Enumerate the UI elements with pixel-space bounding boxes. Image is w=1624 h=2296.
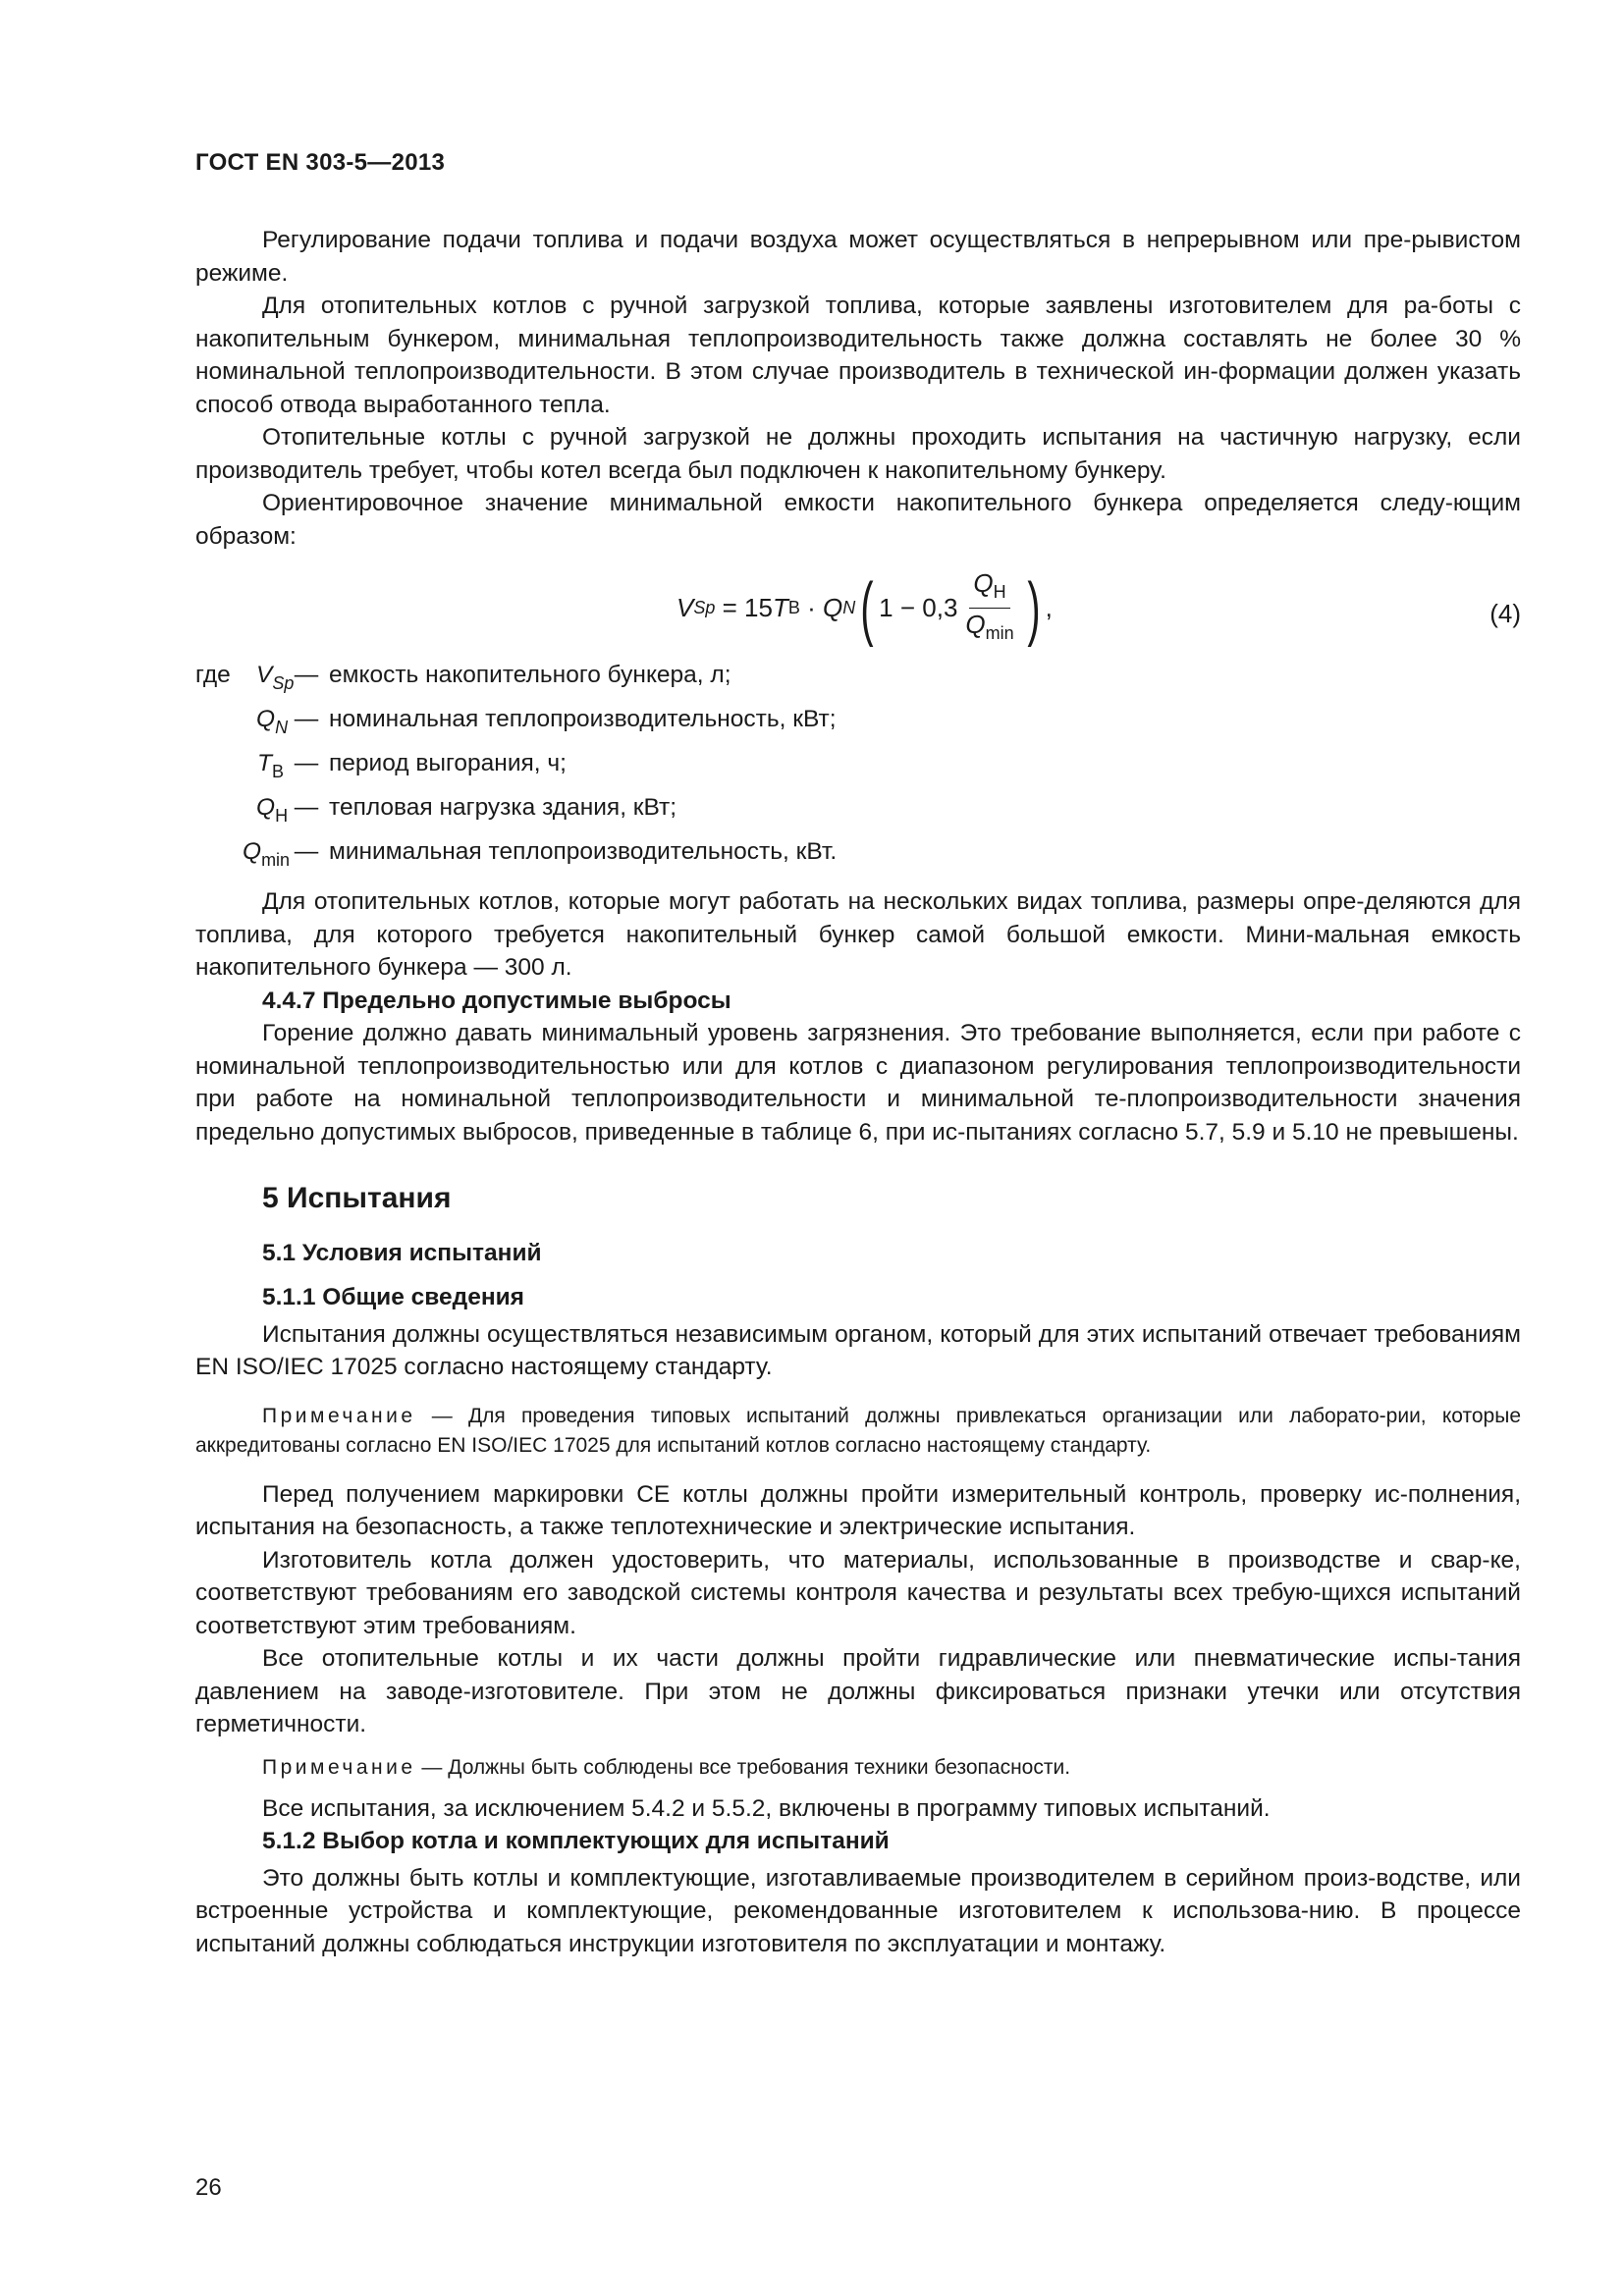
formula-one-minus: 1 − 0,3 [879, 592, 958, 622]
note-text: — Должны быть соблюдены все требования техники безопасности. [415, 1755, 1071, 1779]
symbol-letter: Q [256, 706, 276, 732]
paragraph: Регулирование подачи топлива и подачи воздуха может осуществляться в непрерывном или пре-рывистом режиме. [195, 227, 1521, 287]
formula-q-sub: N [842, 597, 856, 617]
formula-open-paren: ( [860, 568, 874, 648]
note [195, 1402, 1521, 1461]
note-label: Примечание [262, 1755, 416, 1779]
paragraph: Перед получением маркировки СЕ котлы должны пройти измерительный контроль, проверку ис-полнения, испытания на безопасность, а также теплотехнические и электрические испытания. [195, 1480, 1521, 1540]
fraction-numerator [969, 568, 1009, 609]
denominator-sub: min [985, 623, 1014, 643]
formula-expression [677, 568, 1053, 648]
paragraph: Горение должно давать минимальный уровень загрязнения. Это требование выполняется, если при работе с номинальной теплопроизводительностью или для котлов с диапазоном регулирования теплопроизводительности при работе на номинальной теплопроизводительности и минимальной те-плопроизводительности значения предельно допустимых выбросов, приведенные в таблице 6, при ис-пытаниях согласно 5.7, 5.9 и 5.10 не превышены. [195, 1020, 1521, 1146]
paragraph: Все испытания, за исключением 5.4.2 и 5.5.2, включены в программу типовых испытаний. [262, 1794, 1271, 1822]
numerator-symbol: Q [973, 568, 994, 598]
definition-item [195, 703, 1521, 747]
definition-item [195, 835, 1521, 880]
symbol-sub: H [275, 806, 289, 826]
symbol-letter: Q [256, 794, 276, 821]
paragraph: Все отопительные котлы и их части должны пройти гидравлические или пневматические испы-тания давлением на заводе-изготовителе. При этом не должны фиксироваться признаки утечки или отсутствия герметичности. [195, 1645, 1521, 1737]
paragraph: Для отопительных котлов с ручной загрузкой топлива, которые заявлены изготовителем для ра-боты с накопительным бункером, минимальная теплопроизводительность также должна составлять не более 30 % номинальной теплопроизводительности. В этом случае производитель в технической ин-формации должен указать способ отвода выработанного тепла. [195, 293, 1521, 418]
definition-text: номинальная теплопроизводительность, кВт; [329, 706, 837, 732]
formula-close-paren: ) [1027, 568, 1041, 648]
paragraph: Для отопительных котлов, которые могут работать на нескольких видах топлива, размеры опре-деляются для топлива, для которого требуется накопительный бункер самой большой емкости. Мини-мальная емкость накопительного бункера — 300 л. [195, 888, 1521, 981]
paragraph: Изготовитель котла должен удостоверить, что материалы, использованные в производстве и свар-ке, соответствуют требованиям его заводской системы контроля качества и результаты всех требую-щихся испытаний соответствуют этим требованиям. [195, 1546, 1521, 1639]
symbol-letter: Q [243, 838, 262, 865]
definition-dash: — [294, 706, 319, 732]
symbol-sub: N [275, 718, 289, 737]
note [195, 1753, 1521, 1783]
definition-dash: — [294, 794, 319, 821]
paragraph: Это должны быть котлы и комплектующие, изготавливаемые производителем в серийном произ-водстве, или встроенные устройства и комплектующие, рекомендованные изготовителем к использова-нию. В процессе испытаний должны соблюдаться инструкции изготовителя по эксплуатации и монтажу. [195, 1864, 1521, 1957]
subsection-heading-5-1-1: 5.1.1 Общие сведения [262, 1284, 524, 1310]
symbol-letter: V [256, 662, 273, 688]
paragraph: Испытания должны осуществляться независимым органом, который для этих испытаний отвечает требованиям EN ISO/IEC 17025 согласно настоящему стандарту. [195, 1320, 1521, 1380]
page-content [195, 224, 1521, 1960]
definition-symbol [243, 835, 291, 878]
definition-item [195, 747, 1521, 791]
formula-fraction [961, 568, 1017, 648]
symbol-letter: T [257, 750, 272, 776]
note-label: Примечание [262, 1404, 416, 1427]
subsection-heading-4-4-7: 4.4.7 Предельно допустимые выбросы [262, 987, 731, 1014]
definition-text: минимальная теплопроизводительность, кВт. [329, 838, 838, 865]
numerator-sub: H [993, 582, 1006, 602]
formula-lhs: V [677, 592, 694, 622]
definition-dash: — [294, 838, 319, 865]
definition-dash: — [294, 750, 319, 776]
definition-text: емкость накопительного бункера, л; [329, 662, 731, 688]
definition-symbol [256, 659, 295, 701]
formula-t-sub: B [787, 597, 800, 617]
formula-t: T [772, 592, 788, 622]
definition-text: тепловая нагрузка здания, кВт; [329, 794, 677, 821]
definition-symbol [256, 703, 289, 745]
note-text: — Для проведения типовых испытаний должны привлекаться организации или лаборато-рии, которые аккредитованы согласно EN ISO/IEC 17025 для испытаний котлов согласно настоящему стандарту. [195, 1404, 1521, 1457]
denominator-symbol: Q [965, 610, 986, 639]
definition-item [195, 659, 1521, 703]
fraction-denominator [961, 609, 1017, 648]
formula-4 [195, 559, 1521, 649]
subsection-heading-5-1: 5.1 Условия испытаний [262, 1239, 542, 1266]
equation-number: (4) [1489, 599, 1521, 628]
document-id: ГОСТ EN 303-5—2013 [195, 149, 446, 176]
definition-dash: — [294, 662, 319, 688]
formula-dot: · [799, 592, 823, 622]
paragraph: Отопительные котлы с ручной загрузкой не должны проходить испытания на частичную нагрузку, если производитель требует, чтобы котел всегда был подключен к накопительному бункеру. [195, 424, 1521, 484]
definition-symbol [256, 747, 284, 789]
formula-trailing: , [1045, 592, 1053, 622]
page-number: 26 [195, 2174, 222, 2201]
subsection-heading-5-1-2: 5.1.2 Выбор котла и комплектующих для испытаний [262, 1828, 890, 1854]
formula-q: Q [822, 592, 843, 622]
symbol-sub: Sp [272, 673, 295, 693]
definition-text: период выгорания, ч; [329, 750, 567, 776]
paragraph: Ориентировочное значение минимальной емкости накопительного бункера определяется следу-ющим образом: [195, 490, 1521, 550]
definitions-list [195, 659, 1521, 880]
formula-lhs-sub: Sp [693, 597, 716, 617]
section-heading-5: 5 Испытания [262, 1182, 452, 1214]
symbol-sub: B [271, 762, 284, 781]
definition-item [195, 791, 1521, 835]
symbol-sub: min [261, 850, 291, 870]
formula-equals: = 15 [715, 592, 773, 622]
definitions-lead: где [195, 662, 231, 688]
definition-symbol [256, 791, 289, 833]
